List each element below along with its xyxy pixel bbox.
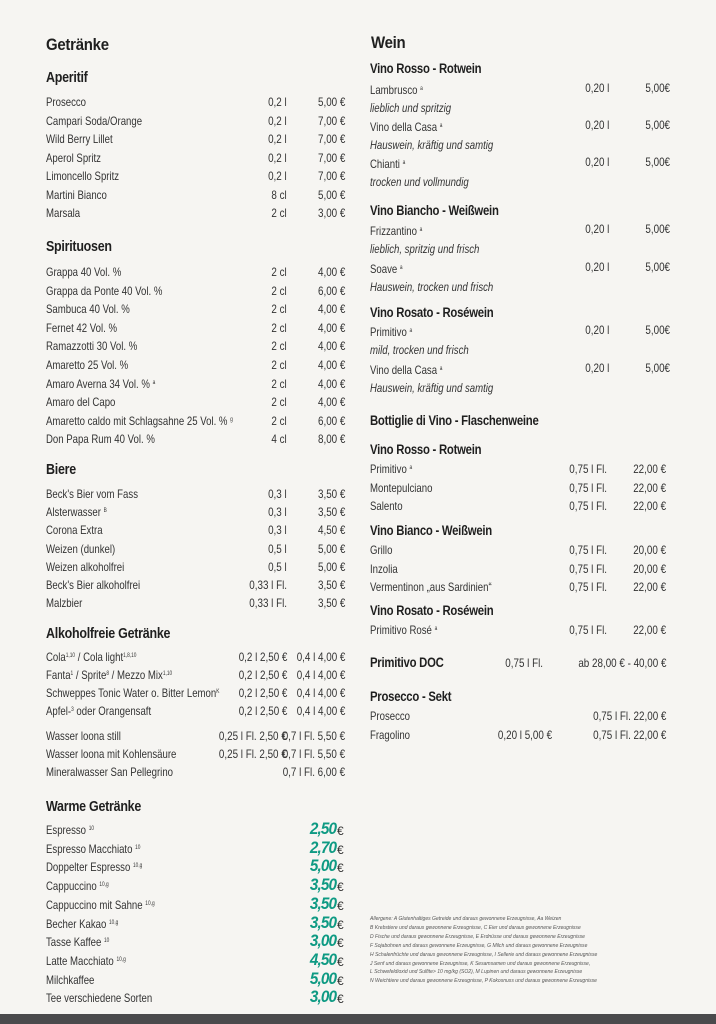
- item-name-text: Inzolia: [370, 561, 398, 576]
- spirituosen-item-name: [46, 303, 130, 315]
- bottiglie-item-price: 20,00 €: [633, 561, 666, 576]
- spirituosen-item-name: [46, 396, 115, 408]
- bottiglie-item-name: [370, 482, 432, 494]
- warm-item-name: [46, 992, 152, 1004]
- aperitif-item-size: 0,2 l: [268, 113, 287, 128]
- wein-item-name: [370, 326, 412, 338]
- aperitif-item-name: Limoncello Spritz: [46, 169, 120, 183]
- spirituosen-item-price: 4,00 €: [317, 395, 345, 410]
- item-name-text: Don Papa Rum 40 Vol. %: [46, 432, 155, 447]
- bottiglie-item-name: [370, 563, 398, 575]
- item-name-text: Mineralwasser San Pellegrino: [46, 765, 173, 779]
- wein-item-price: 5,00€: [645, 323, 670, 337]
- bier-item-name: [46, 597, 82, 609]
- spirituosen-item-name: [46, 359, 128, 371]
- bier-item-size: 0,33 l Fl.: [249, 578, 287, 592]
- allergen-marker: 3: [71, 707, 74, 713]
- euro-sign: €: [337, 880, 344, 895]
- wein-item-price: 5,00€: [645, 81, 670, 95]
- item-name-text: Schweppes Tonic Water o. Bitter Lemon: [46, 686, 217, 700]
- bier-item-name: [46, 488, 138, 500]
- allergen-marker: 1: [70, 671, 74, 677]
- handwritten-price: 3,50: [309, 912, 336, 932]
- allergen-legend-line: J Senf und daraus gewonnene Erzeugnisse, K Sesamsamen und daraus gewonnene Erzeugnisse,: [370, 960, 591, 967]
- section-warm-title: Warme Getränke: [46, 799, 142, 815]
- item-name-text: Primitivo: [370, 462, 407, 476]
- wein-item-description: lieblich und spritzig: [370, 101, 452, 115]
- primitivo-doc-price: ab 28,00 € - 40,00 €: [577, 656, 666, 670]
- wein-rosso-title: Vino Rosso - Rotwein: [370, 61, 482, 76]
- bottiglie-item-size: 0,75 l Fl.: [569, 499, 607, 513]
- item-name-text: Latte Macchiato: [46, 953, 114, 968]
- wein-item-name: [370, 364, 442, 376]
- alkoholfrei-large-price: 0,4 l 4,00 €: [296, 704, 345, 718]
- item-name-text: Alsterwasser: [46, 505, 101, 520]
- item-name-text: Beck's Bier alkoholfrei: [46, 578, 141, 592]
- item-name-text: Primitivo Rosé: [370, 623, 432, 637]
- wein-bianco-title: Vino Biancho - Weißwein: [370, 203, 499, 218]
- alkoholfrei-large-price: 0,4 l 4,00 €: [296, 668, 345, 682]
- allergen-marker: a: [399, 264, 403, 271]
- allergen-marker: a: [402, 160, 406, 166]
- alkoholfrei-small-price: 0,25 l Fl. 2,50 €: [219, 729, 287, 743]
- spirituosen-item-size: 4 cl: [271, 432, 287, 447]
- euro-sign: €: [337, 973, 344, 988]
- euro-sign: €: [337, 898, 344, 913]
- item-name-text: Grappa 40 Vol. %: [46, 265, 122, 279]
- spirituosen-item-price: 4,00 €: [317, 358, 345, 372]
- item-name-text: / Cola light: [75, 650, 124, 664]
- euro-sign: €: [337, 954, 344, 969]
- alkoholfrei-small-price: 0,25 l Fl. 2,50 €: [219, 747, 287, 761]
- allergen-marker: 10: [88, 826, 95, 832]
- wein-item-size: 0,20 l: [584, 323, 609, 337]
- aperitif-item-price: 7,00 €: [317, 169, 345, 183]
- wein-item-price: 5,00€: [645, 259, 670, 274]
- wein-item-description: Hauswein, kräftig und samtig: [370, 138, 494, 152]
- item-name-text: / Mezzo Mix: [108, 668, 163, 682]
- aperitif-item-price: 5,00 €: [317, 187, 345, 202]
- bier-item-name: [46, 579, 140, 591]
- warm-item-name: [46, 861, 142, 873]
- allergen-legend-line: B Krebstiere und daraus gewonnene Erzeugnisse, C Eier und daraus gewonnene Erzeugnisse: [370, 924, 581, 931]
- alkoholfrei-large-price: 0,4 l 4,00 €: [296, 686, 345, 700]
- bier-item-price: 3,50 €: [317, 487, 345, 501]
- bier-item-price: 4,50 €: [317, 523, 345, 538]
- allergen-marker: a: [409, 328, 413, 334]
- spirituosen-item-size: 2 cl: [271, 265, 287, 279]
- wein-item-name: [370, 158, 405, 170]
- alkoholfrei-small-price: 0,2 l 2,50 €: [238, 668, 287, 682]
- item-name-text: Espresso: [46, 823, 87, 837]
- item-name-text: Vino della Casa: [370, 362, 438, 377]
- item-name-text: Frizzantino: [370, 224, 417, 238]
- wein-item-name: [370, 225, 422, 237]
- aperitif-item-size: 0,2 l: [268, 150, 287, 165]
- allergen-marker: 10,g: [99, 882, 109, 889]
- section-aperitif-title: Aperitif: [46, 70, 88, 86]
- bottiglie-item-size: 0,75 l Fl.: [569, 462, 607, 476]
- bottiglie-item-size: 0,75 l Fl.: [569, 561, 607, 576]
- aperitif-item-size: 0,2 l: [268, 169, 287, 183]
- handwritten-price: 3,00: [309, 931, 336, 951]
- allergen-marker: K: [216, 689, 220, 695]
- wein-item-size: 0,20 l: [584, 81, 609, 95]
- item-name-text: / Sprite: [73, 668, 107, 682]
- warm-item-name: [46, 955, 126, 967]
- item-name-text: Salento: [370, 499, 403, 513]
- bottiglie-rosato-title: Vino Rosato - Roséwein: [370, 603, 494, 618]
- bier-item-price: 3,50 €: [317, 505, 345, 520]
- bier-item-price: 5,00 €: [317, 541, 345, 556]
- bier-item-size: 0,33 l Fl.: [249, 596, 287, 611]
- alkoholfrei-small-price: 0,2 l 2,50 €: [238, 704, 287, 718]
- bier-item-size: 0,3 l: [268, 487, 287, 501]
- allergen-legend-line: D Fische und daraus gewonnene Erzeugnisse, E Erdnüsse und daraus gewonnene Erzeugnisse: [370, 933, 585, 940]
- bottiglie-item-size: 0,75 l Fl.: [569, 543, 607, 557]
- alkoholfrei-item-name: [46, 651, 136, 663]
- aperitif-item-name: Campari Soda/Orange: [46, 113, 143, 128]
- wein-item-size: 0,20 l: [584, 155, 609, 169]
- item-name-text: oder Orangensaft: [73, 704, 152, 718]
- alkoholfrei-item-name: [46, 705, 151, 717]
- item-name-text: Amaro Averna 34 Vol. %: [46, 376, 150, 391]
- wein-item-description: Hauswein, trocken und frisch: [370, 279, 494, 294]
- warm-item-name: [46, 974, 94, 986]
- allergen-marker: 1,8,10: [123, 653, 137, 659]
- bottiglie-item-price: 22,00 €: [633, 499, 666, 513]
- handwritten-price: 3,00: [309, 987, 336, 1007]
- bottiglie-item-name: [370, 624, 437, 636]
- bottiglie-item-price: 20,00 €: [633, 543, 666, 557]
- aperitif-item-price: 7,00 €: [317, 132, 345, 146]
- item-name-text: Cappuccino mit Sahne: [46, 897, 143, 912]
- wein-item-size: 0,20 l: [584, 222, 609, 236]
- item-name-text: Amaretto 25 Vol. %: [46, 358, 129, 372]
- item-name-text: Fernet 42 Vol. %: [46, 320, 117, 335]
- spirituosen-item-price: 6,00 €: [317, 413, 345, 428]
- wein-item-name: [370, 84, 423, 96]
- bier-item-size: 0,3 l: [268, 523, 287, 538]
- handwritten-price: 3,50: [309, 893, 336, 913]
- euro-sign: €: [337, 917, 344, 932]
- allergen-marker: a: [419, 227, 423, 233]
- wein-item-price: 5,00€: [645, 118, 670, 132]
- bier-item-size: 0,3 l: [268, 505, 287, 520]
- spirituosen-item-price: 4,00 €: [317, 265, 345, 279]
- aperitif-item-size: 8 cl: [271, 187, 287, 202]
- primitivo-doc-name: Primitivo DOC: [370, 655, 444, 670]
- spirituosen-item-name: [46, 285, 162, 297]
- allergen-marker: a: [439, 365, 443, 372]
- section-biere-title: Biere: [46, 462, 76, 478]
- prosecco-item-name: Fragolino: [370, 727, 411, 742]
- handwritten-price: 4,50: [309, 949, 336, 969]
- spirituosen-item-name: [46, 378, 155, 390]
- aperitif-item-size: 0,2 l: [268, 132, 287, 146]
- prosecco-item-name: Prosecco: [370, 709, 411, 723]
- item-name-text: Lambrusco: [370, 83, 418, 97]
- aperitif-item-name: Prosecco: [46, 95, 87, 109]
- warm-item-name: [46, 899, 155, 911]
- spirituosen-item-price: 8,00 €: [317, 432, 345, 447]
- item-name-text: Malzbier: [46, 596, 83, 611]
- heading-getraenke: Getränke: [46, 35, 109, 54]
- euro-sign: €: [337, 992, 344, 1007]
- allergen-marker: a: [420, 86, 423, 92]
- alkoholfrei-small-price: 0,2 l 2,50 €: [238, 686, 287, 700]
- euro-sign: €: [337, 861, 344, 876]
- spirituosen-item-price: 4,00 €: [317, 320, 345, 335]
- spirituosen-item-price: 4,00 €: [317, 376, 345, 391]
- item-name-text: Beck's Bier vom Fass: [46, 487, 138, 501]
- bier-item-name: [46, 524, 103, 536]
- warm-item-name: [46, 843, 140, 855]
- wein-item-name: [370, 263, 403, 275]
- allergen-marker: a: [439, 123, 443, 129]
- wein-item-price: 5,00€: [645, 360, 670, 375]
- spirituosen-item-name: [46, 415, 233, 427]
- spirituosen-item-name: [46, 266, 121, 278]
- allergen-marker: 1,10: [65, 653, 76, 659]
- spirituosen-item-size: 2 cl: [271, 376, 287, 391]
- item-name-text: Ramazzotti 30 Vol. %: [46, 339, 138, 354]
- item-name-text: Soave: [370, 261, 398, 276]
- bottiglie-item-price: 22,00 €: [633, 580, 666, 594]
- item-name-text: Grappa da Ponte 40 Vol. %: [46, 283, 163, 298]
- allergen-legend-line: L Schwefeldioxid und Sulfite> 10 mg/kg (SO2), M Lupinen und daraus gewonnene Erzeugnisse: [370, 969, 583, 976]
- allergen-marker: 8: [106, 671, 109, 677]
- alkoholfrei-item-name: [46, 669, 172, 681]
- alkoholfrei-small-price: 0,2 l 2,50 €: [238, 650, 287, 664]
- spirituosen-item-name: [46, 322, 117, 334]
- bottiglie-bianco-title: Vino Bianco - Weißwein: [370, 523, 492, 538]
- wein-item-description: lieblich, spritzig und frisch: [370, 242, 480, 256]
- bier-item-name: [46, 506, 107, 518]
- bottiglie-item-size: 0,75 l Fl.: [569, 623, 607, 637]
- aperitif-item-price: 5,00 €: [317, 95, 345, 109]
- euro-sign: €: [337, 842, 344, 857]
- allergen-marker: 10: [135, 844, 141, 851]
- section-spirituosen-title: Spirituosen: [46, 239, 112, 255]
- item-name-text: Weizen (dunkel): [46, 541, 116, 556]
- alkoholfrei-large-price: 0,4 l 4,00 €: [296, 650, 345, 664]
- allergen-legend-line: F Sojabohnen und daraus gewonnene Erzeugnisse, G Milch und daraus gewonnene Erzeugnisse: [370, 942, 588, 949]
- allergen-marker: a: [434, 626, 438, 632]
- bier-item-name: [46, 543, 115, 555]
- aperitif-item-name: Martini Bianco: [46, 187, 107, 202]
- allergen-legend-line: H Schalenfrüchte und daraus gewonnene Erzeugnisse, I Sellerie und daraus gewonnene Erzeugnisse: [370, 951, 598, 958]
- item-name-text: Corona Extra: [46, 523, 103, 538]
- allergen-marker: 10,g: [132, 863, 143, 870]
- section-prosecco-title: Prosecco - Sekt: [370, 689, 452, 704]
- spirituosen-item-size: 2 cl: [271, 302, 287, 317]
- bier-item-price: 5,00 €: [317, 559, 345, 574]
- euro-sign: €: [337, 824, 344, 838]
- item-name-text: Grillo: [370, 543, 393, 557]
- spirituosen-item-size: 2 cl: [271, 320, 287, 335]
- warm-item-name: [46, 824, 94, 836]
- wein-item-size: 0,20 l: [584, 259, 609, 274]
- alkoholfrei-item-name: [46, 748, 176, 760]
- wein-item-size: 0,20 l: [584, 118, 609, 132]
- bottiglie-item-name: [370, 463, 412, 475]
- item-name-text: Cola: [46, 650, 66, 664]
- handwritten-price: 2,50: [309, 819, 336, 838]
- item-name-text: Amaretto caldo mit Schlagsahne 25 Vol. %: [46, 413, 228, 428]
- wein-item-price: 5,00€: [645, 155, 670, 169]
- alkoholfrei-item-name: [46, 730, 121, 742]
- alkoholfrei-large-price: 0,7 l Fl. 5,50 €: [282, 747, 345, 761]
- item-name-text: Sambuca 40 Vol. %: [46, 302, 130, 317]
- bottiglie-item-name: [370, 581, 492, 593]
- item-name-text: Espresso Macchiato: [46, 841, 133, 856]
- handwritten-price: 2,70: [309, 837, 336, 857]
- allergen-marker: a: [152, 379, 156, 386]
- bier-item-price: 3,50 €: [317, 596, 345, 611]
- handwritten-price: 3,50: [309, 875, 336, 895]
- item-name-text: Milchkaffee: [46, 972, 95, 987]
- aperitif-item-price: 7,00 €: [317, 150, 345, 165]
- item-name-text: Tee verschiedene Sorten: [46, 991, 153, 1006]
- item-name-text: Tasse Kaffee: [46, 935, 102, 950]
- alkoholfrei-item-name: [46, 766, 173, 778]
- bottiglie-item-name: [370, 544, 392, 556]
- item-name-text: Amaro del Capo: [46, 395, 116, 410]
- allergen-legend-line: Allergene: A Glutenhaltiges Getreide und daraus gewonnene Erzeugnisse, Aa Weizen: [370, 916, 562, 922]
- warm-item-name: [46, 918, 118, 930]
- prosecco-bottle-price: 0,75 l Fl. 22,00 €: [592, 727, 666, 742]
- item-name-text: Primitivo: [370, 325, 407, 339]
- allergen-marker: 10,g: [108, 919, 119, 926]
- item-name-text: Doppelter Espresso: [46, 860, 131, 875]
- bottiglie-item-price: 22,00 €: [633, 462, 666, 476]
- heading-wein: Wein: [371, 33, 406, 52]
- spirituosen-item-size: 2 cl: [271, 339, 287, 354]
- item-name-text: Chianti: [370, 157, 400, 171]
- allergen-marker: a: [409, 465, 413, 471]
- aperitif-item-name: Aperol Spritz: [46, 150, 101, 165]
- item-name-text: Wasser loona still: [46, 729, 121, 743]
- item-name-text: Becher Kakao: [46, 916, 107, 931]
- bottiglie-item-size: 0,75 l Fl.: [569, 580, 607, 594]
- alkoholfrei-large-price: 0,7 l Fl. 5,50 €: [282, 729, 345, 743]
- bottiglie-item-name: [370, 500, 403, 512]
- item-name-text: Cappuccino: [46, 879, 97, 894]
- prosecco-small-price: 0,20 l 5,00 €: [497, 727, 552, 742]
- bottiglie-title: Bottiglie di Vino - Flaschenweine: [370, 413, 539, 428]
- spirituosen-item-name: [46, 433, 155, 445]
- bottom-edge-bar: [0, 1014, 716, 1024]
- allergen-marker: 10: [104, 938, 110, 945]
- aperitif-item-price: 7,00 €: [317, 113, 345, 128]
- allergen-marker: 10,g: [116, 956, 126, 963]
- handwritten-price: 5,00: [309, 856, 336, 876]
- wein-item-price: 5,00€: [645, 222, 670, 236]
- primitivo-doc-size: 0,75 l Fl.: [505, 656, 543, 670]
- euro-sign: €: [337, 936, 344, 951]
- bier-item-size: 0,5 l: [268, 541, 287, 556]
- warm-item-name: [46, 880, 109, 892]
- allergen-marker: 10,g: [145, 900, 155, 907]
- aperitif-item-name: Wild Berry Lillet: [46, 132, 113, 146]
- bottiglie-item-size: 0,75 l Fl.: [569, 480, 607, 495]
- spirituosen-item-price: 4,00 €: [317, 302, 345, 317]
- alkoholfrei-item-name: [46, 687, 219, 699]
- item-name-text: Weizen alkoholfrei: [46, 559, 125, 574]
- wein-item-size: 0,20 l: [584, 360, 609, 375]
- aperitif-item-price: 3,00 €: [317, 206, 345, 220]
- bottiglie-item-price: 22,00 €: [633, 623, 666, 637]
- alkoholfrei-large-price: 0,7 l Fl. 6,00 €: [282, 765, 345, 779]
- wein-item-description: Hauswein, kräftig und samtig: [370, 380, 494, 395]
- spirituosen-item-price: 6,00 €: [317, 283, 345, 298]
- spirituosen-item-size: 2 cl: [271, 358, 287, 372]
- aperitif-item-size: 0,2 l: [268, 95, 287, 109]
- item-name-text: Apfel-: [46, 704, 72, 718]
- spirituosen-item-price: 4,00 €: [317, 339, 345, 354]
- wein-item-description: trocken und vollmundig: [370, 175, 469, 189]
- item-name-text: Vino della Casa: [370, 120, 438, 134]
- allergen-legend-line: N Weichtiere und daraus gewonnene Erzeugnisse, P Kokosnuss und daraus gewonnene Erzeugnisse: [370, 978, 597, 985]
- warm-item-name: [46, 936, 109, 948]
- aperitif-item-name: Marsala: [46, 206, 81, 220]
- bottiglie-item-price: 22,00 €: [633, 480, 666, 495]
- spirituosen-item-size: 2 cl: [271, 283, 287, 298]
- prosecco-bottle-price: 0,75 l Fl. 22,00 €: [592, 709, 666, 723]
- section-alkoholfrei-title: Alkoholfreie Getränke: [46, 626, 171, 642]
- wein-item-description: mild, trocken und frisch: [370, 343, 469, 357]
- spirituosen-item-size: 2 cl: [271, 395, 287, 410]
- item-name-text: Fanta: [46, 668, 71, 682]
- item-name-text: Montepulciano: [370, 480, 433, 495]
- bier-item-size: 0,5 l: [268, 559, 287, 574]
- bottiglie-rosso-title: Vino Rosso - Rotwein: [370, 442, 482, 457]
- spirituosen-item-name: [46, 340, 137, 352]
- bier-item-price: 3,50 €: [317, 578, 345, 592]
- handwritten-price: 5,00: [309, 968, 336, 988]
- bier-item-name: [46, 561, 124, 573]
- allergen-marker: B: [103, 508, 107, 515]
- allergen-marker: g: [230, 416, 233, 423]
- spirituosen-item-size: 2 cl: [271, 413, 287, 428]
- item-name-text: Vermentinon „aus Sardinien“: [370, 580, 492, 594]
- wein-item-name: [370, 121, 442, 133]
- wein-rosato-title: Vino Rosato - Roséwein: [370, 305, 494, 320]
- item-name-text: Wasser loona mit Kohlensäure: [46, 747, 177, 761]
- aperitif-item-size: 2 cl: [271, 206, 287, 220]
- allergen-marker: 1,10: [162, 671, 173, 677]
